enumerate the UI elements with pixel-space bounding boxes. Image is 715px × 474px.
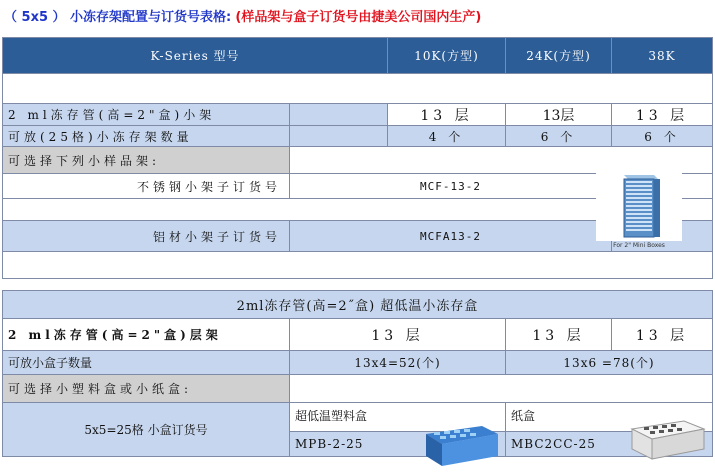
plastic-box-icon [420,420,502,470]
table2-header-row [3,291,713,319]
header-38k: 38K [612,38,713,74]
row-label-box-count: 可放小盒子数量 [3,351,290,375]
title-main: （ 5x5 ） 小冻存架配置与订货号表格: [4,10,232,25]
table1-header-row [3,38,713,74]
header-24k: 24K(方型) [506,38,612,74]
row-label-rack-count: 可放(25格)小冻存架数量 [3,126,290,147]
table-row [3,126,713,147]
table2-header: 2ml冻存管(高=2˝盒) 超低温小冻存盒 [3,291,713,319]
title-sub: (样品架与盒子订货号由捷美公司国内生产) [235,10,482,25]
table-row [3,104,713,126]
paper-box-code: MBC2CC-25 [506,432,713,457]
table-row [3,319,713,351]
cell-box-count-b: 13x6 =78(个) [506,351,713,375]
table1-spacer-row-3 [3,252,713,279]
section-box-options: 可选择小塑料盒或小纸盒: [3,375,290,403]
steel-rack-code: MCF-13-2 [290,174,612,199]
page-title [4,6,481,30]
header-model: K-Series 型号 [3,38,388,74]
row-label-box-layers: 2 ml冻存管(高=2"盒)层架 [3,319,290,351]
table-row [3,403,713,432]
box-order-label: 5x5=25格 小盒订货号 [3,403,290,457]
cell-layers-c: 13 层 [612,319,713,351]
steel-rack-label: 不锈钢小架子订货号 [3,174,290,199]
plastic-box-label: 超低温塑料盒 [290,403,506,432]
section-rack-options: 可选择下列小样品架: [3,147,290,174]
paper-box-icon [626,415,708,465]
cell-24k-count: 6 个 [506,126,612,147]
paper-box-label: 纸盒 [506,403,713,432]
plastic-box-code: MPB-2-25 [290,432,506,457]
cryo-box-table [2,290,713,457]
table2-section-row [3,375,713,403]
table-row [3,351,713,375]
cell-24k-layers: 13层 [506,104,612,126]
cell-38k-count: 6 个 [612,126,713,147]
cell-10k-count: 4 个 [388,126,506,147]
cell-layers-a: 13 层 [290,319,506,351]
table1-section-row [3,147,713,174]
cell-10k-layers: 13 层 [388,104,506,126]
mini-rack-image [596,171,682,249]
paper-box-image [626,415,708,465]
cell-38k-layers: 13 层 [612,104,713,126]
alu-rack-label: 铝材小架子订货号 [3,221,290,252]
rack-caption: For 2" Mini Boxes [613,242,665,249]
rack-icon [596,171,682,241]
cell-layers-b: 13 层 [506,319,612,351]
alu-rack-code: MCFA13-2 [290,221,612,252]
header-10k: 10K(方型) [388,38,506,74]
cell-box-count-a: 13x4=52(个) [290,351,506,375]
table1-spacer-row [3,74,713,104]
row-label-rack-layers: 2 ml冻存管(高=2"盒)小架 [3,104,290,126]
plastic-box-image [420,420,502,470]
